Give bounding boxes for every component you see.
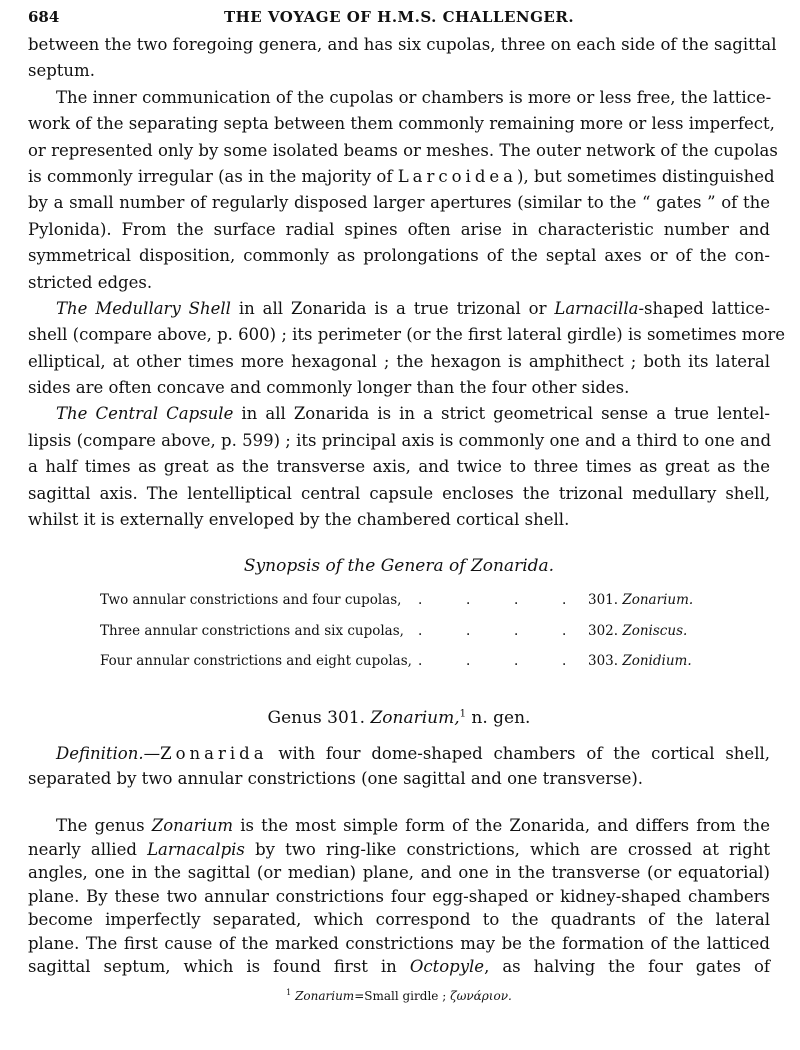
definition-text [28, 741, 770, 791]
text-line [28, 375, 770, 401]
text-segment: , as halving the four gates of [484, 957, 770, 976]
footnote-mark: 1 [286, 988, 292, 997]
synopsis-title: Synopsis of the Genera of Zonarida. [243, 556, 555, 576]
text-line [28, 838, 770, 862]
synopsis-row [100, 653, 700, 673]
italic-text: Definition. [56, 744, 144, 763]
synopsis-description: Two annular constrictions and four cupolas, [100, 592, 402, 608]
italic-text: The Medullary Shell [56, 298, 231, 318]
text-segment: whilst it is externally enveloped by the chambered cortical shell. [28, 510, 570, 530]
text-segment: is the most simple form of the Zonarida, and differs from the [233, 816, 770, 835]
genus-name: Zonidium. [622, 653, 692, 669]
text-segment: sides are often concave and commonly longer than the four other sides. [28, 378, 630, 398]
genus-name: Zoniscus. [622, 622, 688, 639]
body-text [28, 814, 770, 979]
synopsis-genus [588, 653, 692, 669]
text-segment: Pylonida). From the surface radial spines often arise in characteristic number and [28, 219, 770, 239]
text-line [28, 322, 786, 348]
genus-suffix: n. gen. [471, 708, 531, 728]
footnote [28, 988, 770, 1003]
text-segment: in all Zonarida is in a strict geometrical sense a true lentel- [233, 404, 771, 424]
synopsis-row [100, 592, 700, 612]
synopsis-description: Four annular constrictions and eight cupolas, [100, 653, 412, 669]
text-line [28, 454, 770, 480]
text-segment: between the two foregoing genera, and has six cupolas, three on each side of the sagittal [28, 35, 777, 54]
text-segment: The inner communication of the cupolas or chambers is more or less free, the lattice- [56, 87, 772, 107]
genus-name: Zonarium, [370, 708, 460, 728]
text-line [28, 507, 770, 533]
synopsis-genus [588, 592, 693, 608]
text-segment: elliptical, at other times more hexagonal ; the hexagon is amphithect ; both its lateral [28, 351, 770, 371]
page-number: 684 [28, 8, 60, 26]
italic-text: Larnacalpis [147, 839, 245, 859]
text-segment: become imperfectly separated, which correspond to the quadrants of the lateral [28, 910, 770, 929]
text-segment: work of the separating septa between them commonly remaining more or less imperfect, [28, 114, 775, 134]
italic-text: Zonarium [151, 816, 234, 835]
leader-dots: . . . . [418, 622, 567, 639]
text-segment: with four dome-shaped chambers of the cortical shell, [267, 744, 770, 763]
footnote-greek: ζωνάριον. [450, 989, 512, 1003]
italic-text: Larnacilla [554, 298, 639, 318]
text-segment: a half times as great as the transverse axis, and twice to three times as great as the [28, 457, 770, 477]
genus-heading [28, 708, 770, 728]
footnote-term: Zonarium [295, 989, 355, 1003]
synopsis-row [100, 623, 700, 643]
text-line [28, 814, 770, 838]
text-line [28, 955, 770, 979]
text-segment: The genus [56, 816, 152, 835]
text-segment: angles, one in the sagittal (or median) plane, and one in the transverse (or equatorial) [28, 863, 770, 882]
leader-dots: . . . . [418, 653, 567, 669]
text-line [28, 58, 770, 84]
synopsis-genus [588, 623, 687, 639]
text-line [28, 741, 770, 766]
running-title: THE VOYAGE OF H.M.S. CHALLENGER. [223, 8, 575, 26]
page-header [28, 8, 770, 32]
genus-number: 301. [588, 592, 619, 608]
text-line [28, 190, 770, 216]
genus-name: Zonarium. [622, 592, 694, 608]
text-line [28, 885, 770, 909]
text-line [28, 270, 770, 296]
text-line [28, 32, 777, 58]
text-line [28, 349, 770, 375]
text-line [28, 428, 770, 454]
text-segment: or represented only by some isolated beams or meshes. The outer network of the cupolas [28, 140, 778, 160]
text-line [28, 861, 770, 885]
text-line [28, 908, 770, 932]
spaced-text: Zonarida [160, 744, 268, 763]
text-segment: sagittal septum, which is found first in [28, 957, 410, 976]
spaced-text: Larcoidea [397, 166, 518, 186]
text-segment: by two ring-like constrictions, which are crossed at right [244, 839, 770, 859]
text-segment: ), but sometimes distinguished [517, 166, 775, 186]
text-line [28, 481, 770, 507]
text-segment: in all Zonarida is a true trizonal or [230, 298, 555, 318]
text-segment: sagittal axis. The lentelliptical central capsule encloses the trizonal medullary shell, [28, 483, 770, 503]
text-segment: symmetrical disposition, commonly as prolongations of the septal axes or of the con- [28, 246, 770, 266]
synopsis-description: Three annular constrictions and six cupolas, [100, 622, 404, 639]
text-line [28, 932, 770, 956]
text-segment: plane. By these two annular constrictions four egg-shaped or kidney-shaped chambers [28, 886, 770, 906]
text-segment: is commonly irregular (as in the majority of [28, 166, 398, 186]
text-segment: plane. The first cause of the marked constrictions may be the formation of the latticed [28, 933, 770, 953]
footnote-ref: 1 [459, 708, 466, 720]
genus-prefix: Genus 301. [267, 708, 366, 728]
text-segment: nearly allied [28, 839, 148, 859]
text-line [28, 296, 770, 322]
text-segment: by a small number of regularly disposed larger apertures (similar to the “ gates ” of the [28, 193, 770, 213]
leader-dots: . . . . [418, 592, 567, 608]
text-segment: — [143, 744, 161, 763]
text-line [28, 85, 770, 111]
italic-text: Octopyle [409, 957, 485, 976]
text-line [28, 401, 770, 427]
text-segment: lipsis (compare above, p. 599) ; its principal axis is commonly one and a third to one and [28, 430, 772, 450]
italic-text: The Central Capsule [56, 404, 234, 424]
text-line [28, 766, 770, 791]
text-line [28, 164, 775, 190]
intro-text [28, 32, 786, 533]
text-segment: stricted edges. [28, 272, 153, 292]
text-line [28, 111, 775, 137]
footnote-text: =Small girdle ; [354, 989, 451, 1003]
genus-number: 303. [588, 653, 619, 669]
genus-number: 302. [588, 622, 619, 639]
text-segment: -shaped lattice- [638, 298, 770, 318]
text-line [28, 217, 770, 243]
text-segment: shell (compare above, p. 600) ; its perimeter (or the first lateral girdle) is sometimes more [28, 325, 786, 345]
text-segment: septum. [28, 61, 95, 81]
text-line [28, 243, 770, 269]
text-line [28, 138, 778, 164]
text-segment: separated by two annular constrictions (one sagittal and one transverse). [28, 769, 644, 788]
